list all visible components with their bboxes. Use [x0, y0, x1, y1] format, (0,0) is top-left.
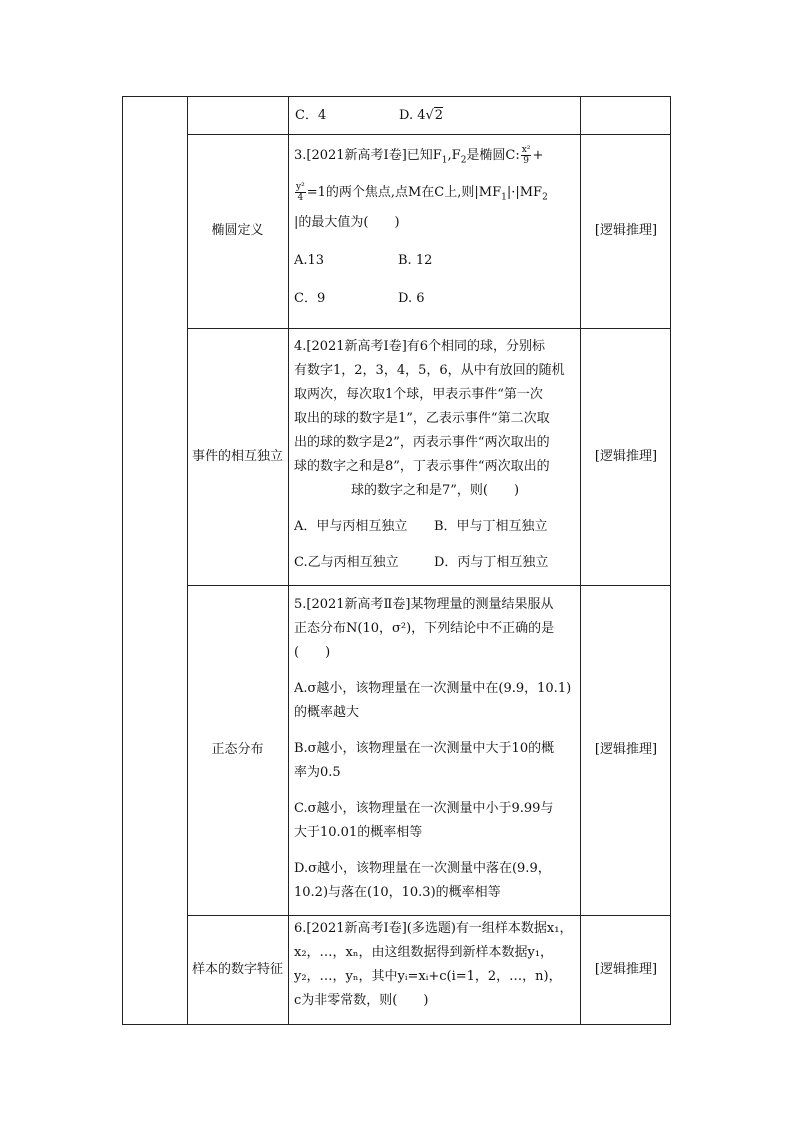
option-c: C．4: [295, 108, 327, 123]
fraction: [521, 145, 532, 166]
question-table: [122, 96, 671, 1025]
question-text: ,F: [447, 148, 461, 163]
topic-label: 事件的相互独立: [191, 448, 283, 464]
denominator: 9: [523, 156, 529, 166]
question-line: 出的球的数字是2”，丙表示事件“两次取出的: [294, 435, 550, 450]
topic-cell: [187, 585, 288, 915]
option-row: [294, 551, 576, 575]
option-a: A．甲与丙相互独立: [294, 519, 408, 534]
option-d-line: D.σ越小，该物理量在一次测量中落在(9.9，: [294, 861, 551, 876]
row-0-content: [288, 104, 580, 128]
option-c: C．9: [294, 291, 326, 307]
option-d-line: 10.2)与落在(10，10.3)的概率相等: [294, 885, 501, 900]
tag-cell: [580, 915, 672, 1025]
subscript: 2: [460, 155, 467, 166]
topic-cell: [189, 328, 286, 585]
option-a: A.13: [294, 253, 325, 269]
option-d: D．丙与丁相互独立: [434, 555, 549, 570]
subscript: 1: [441, 155, 448, 166]
denominator: 4: [297, 192, 304, 203]
topic-cell: [187, 134, 288, 328]
tag-label: [逻辑推理]: [594, 223, 658, 238]
topic-cell: [189, 915, 286, 1025]
subscript: 2: [542, 192, 548, 203]
option-b-line: 率为0.5: [294, 765, 341, 780]
option-d: [399, 104, 443, 128]
question-line: y₂，…，yₙ，其中yᵢ=xᵢ+c(i=1，2，…，n)，: [294, 969, 562, 984]
option-d: D. 6: [398, 291, 425, 307]
option-row: [294, 286, 576, 312]
question-5: [288, 593, 580, 905]
question-line: 4.[2021新高考Ⅰ卷]有6个相同的球，分别标: [294, 339, 546, 354]
numerator: x²: [521, 145, 531, 155]
question-line: 6.[2021新高考Ⅰ卷](多选题)有一组样本数据x₁，: [294, 921, 573, 936]
sqrt-value: 2: [434, 108, 444, 123]
question-line: 球的数字之和是7”，则( ): [350, 483, 520, 498]
tag-cell: [580, 328, 672, 585]
numerator: y²: [296, 181, 305, 192]
fraction: [295, 182, 306, 203]
question-line: 取出的球的数字是1”，乙表示事件“第二次取: [294, 411, 550, 426]
question-line: 球的数字之和是8”，丁表示事件“两次取出的: [294, 459, 550, 474]
option-c-line: C.σ越小，该物理量在一次测量中小于9.99与: [294, 801, 554, 816]
option-row: [294, 515, 576, 539]
question-3-line-1: [294, 143, 576, 174]
question-line: 取两次，每次取1个球，甲表示事件“第一次: [294, 387, 543, 402]
question-text: 是椭圆C:: [466, 148, 520, 163]
question-6: [288, 917, 580, 1013]
tag-label: [逻辑推理]: [594, 962, 658, 977]
sqrt-icon: √: [425, 108, 434, 123]
question-line: c为非零常数，则( ): [294, 993, 429, 1008]
topic-label: 正态分布: [211, 742, 264, 757]
tag-label: [逻辑推理]: [594, 742, 658, 757]
option-b: B. 12: [398, 253, 433, 269]
question-text: =1的两个焦点,点M在C上,则|MF: [306, 184, 502, 200]
question-3: [288, 143, 580, 312]
option-row: [295, 104, 576, 128]
option-b: B．甲与丁相互独立: [434, 519, 548, 534]
question-line: x₂，…，xₙ，由这组数据得到新样本数据y₁，: [294, 945, 554, 960]
option-a-line: A.σ越小，该物理量在一次测量中在(9.9，10.1): [294, 681, 572, 696]
option-b-line: B.σ越小，该物理量在一次测量中大于10的概: [294, 741, 555, 756]
question-3-line-3: |的最大值为( ): [294, 215, 400, 231]
question-4: [288, 335, 580, 575]
subscript: 1: [501, 192, 507, 203]
plus-sign: +: [532, 148, 544, 163]
question-line: 正态分布N(10，σ²)，下列结论中不正确的是: [294, 621, 555, 636]
topic-label: 椭圆定义: [211, 223, 264, 238]
option-c: C.乙与丙相互独立: [294, 555, 399, 570]
question-line: ( ): [294, 645, 331, 660]
question-line: 有数字1，2，3，4，5，6，从中有放回的随机: [294, 363, 565, 378]
question-text: 3.[2021新高考Ⅰ卷]已知F: [294, 148, 442, 163]
question-line: 5.[2021新高考Ⅱ卷]某物理量的测量结果服从: [294, 597, 554, 612]
option-a-line: 的概率越大: [294, 705, 360, 720]
topic-label: 样本的数字特征: [191, 962, 283, 977]
tag-label: [逻辑推理]: [594, 448, 658, 464]
tag-cell: [580, 585, 672, 915]
question-3-line-2: [294, 180, 576, 211]
option-d-label: D. 4: [399, 108, 426, 123]
option-c-line: 大于10.01的概率相等: [294, 825, 423, 840]
option-row: [294, 248, 576, 274]
question-text: |·|MF: [506, 184, 543, 200]
tag-cell: [580, 134, 672, 328]
